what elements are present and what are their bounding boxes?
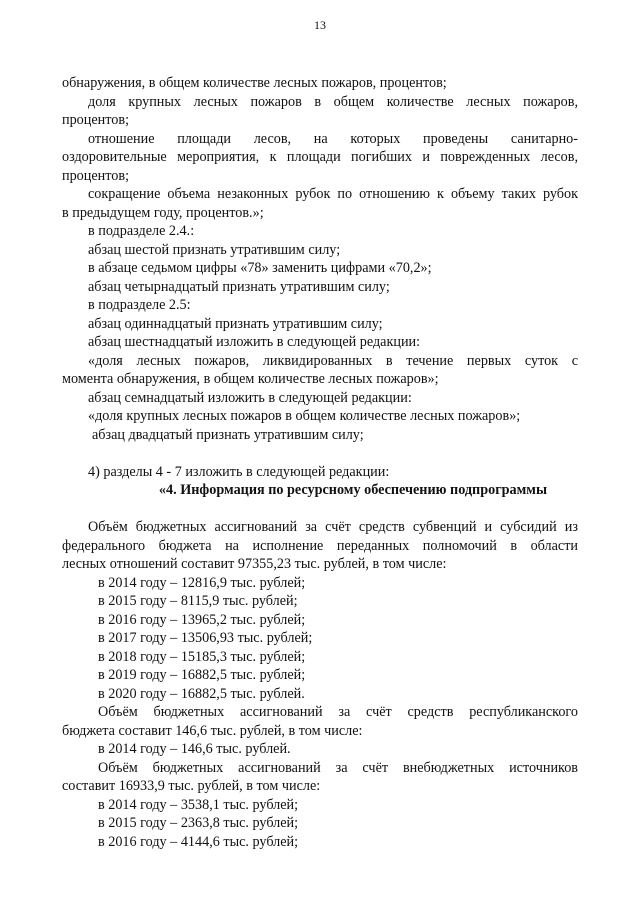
text-line: лесных отношений составит 97355,23 тыс. рублей, в том числе: — [62, 556, 447, 572]
text-line: абзац семнадцатый изложить в следующей редакции: — [88, 389, 412, 406]
text-line: в подразделе 2.4.: — [88, 223, 195, 239]
list-item: в 2019 году – 16882,5 тыс. рублей; — [98, 667, 306, 683]
paragraph-gap — [88, 444, 578, 463]
section-heading: «4. Информация по ресурсному обеспечению подпрограммы — [158, 482, 548, 498]
text-line: абзац шестнадцатый изложить в следующей редакции: — [88, 334, 421, 350]
list-item: в 2016 году – 13965,2 тыс. рублей; — [98, 611, 306, 628]
text-line: отношение площади лесов, на которых проведены санитарно- — [88, 130, 578, 147]
paragraph-gap — [88, 500, 578, 519]
text-line: Объём бюджетных ассигнований за счёт средств субвенций и субсидий из — [88, 519, 578, 535]
page-number: 13 — [314, 18, 326, 32]
list-item: в 2014 году – 3538,1 тыс. рублей; — [98, 796, 299, 813]
text-line: «доля крупных лесных пожаров в общем количестве лесных пожаров»; — [88, 408, 521, 424]
text-line: федерального бюджета на исполнение переданных полномочий в области — [62, 537, 578, 554]
text-line: в предыдущем году, процентов.»; — [62, 204, 264, 221]
text-line: сокращение объема незаконных рубок по отношению к объему таких рубок — [88, 186, 578, 202]
list-item: в 2014 году – 146,6 тыс. рублей. — [98, 741, 291, 757]
text-line: абзац четырнадцатый признать утратившим силу; — [88, 278, 390, 295]
text-line: «доля лесных пожаров, ликвидированных в течение первых суток с — [88, 352, 578, 369]
text-line: абзац одиннадцатый признать утратившим силу; — [88, 315, 383, 332]
text-line: в абзаце седьмом цифры «78» заменить цифрами «70,2»; — [88, 260, 432, 276]
list-item: в 2017 году – 13506,93 тыс. рублей; — [98, 630, 313, 646]
list-item: в 2015 году – 8115,9 тыс. рублей; — [98, 593, 298, 609]
text-line: доля крупных лесных пожаров в общем количестве лесных пожаров, — [88, 93, 578, 110]
list-item: в 2020 году – 16882,5 тыс. рублей. — [98, 685, 305, 702]
text-line: момента обнаружения, в общем количестве лесных пожаров»; — [62, 371, 439, 387]
list-item: в 2014 году – 12816,9 тыс. рублей; — [98, 574, 306, 591]
list-item: в 2016 году – 4144,6 тыс. рублей; — [98, 833, 299, 850]
text-line: оздоровительные мероприятия, к площади погибших и поврежденных лесов, — [62, 149, 578, 165]
text-line: Объём бюджетных ассигнований за счёт средств республиканского — [98, 704, 578, 720]
text-line: 4) разделы 4 - 7 изложить в следующей редакции: — [88, 463, 390, 480]
list-item: в 2015 году – 2363,8 тыс. рублей; — [98, 815, 299, 831]
text-line: в подразделе 2.5: — [88, 297, 191, 313]
text-line: Объём бюджетных ассигнований за счёт внебюджетных источников — [98, 759, 578, 776]
text-line: составит 16933,9 тыс. рублей, в том числе: — [62, 778, 321, 794]
document-body — [62, 74, 578, 851]
text-line: абзац двадцатый признать утратившим силу; — [92, 426, 364, 443]
text-line: обнаружения, в общем количестве лесных пожаров, процентов; — [62, 75, 447, 91]
text-line: процентов; — [62, 167, 130, 184]
text-line: процентов; — [62, 112, 130, 128]
list-item: в 2018 году – 15185,3 тыс. рублей; — [98, 648, 306, 665]
text-line: абзац шестой признать утратившим силу; — [88, 241, 341, 258]
text-line: бюджета составит 146,6 тыс. рублей, в том числе: — [62, 722, 363, 739]
